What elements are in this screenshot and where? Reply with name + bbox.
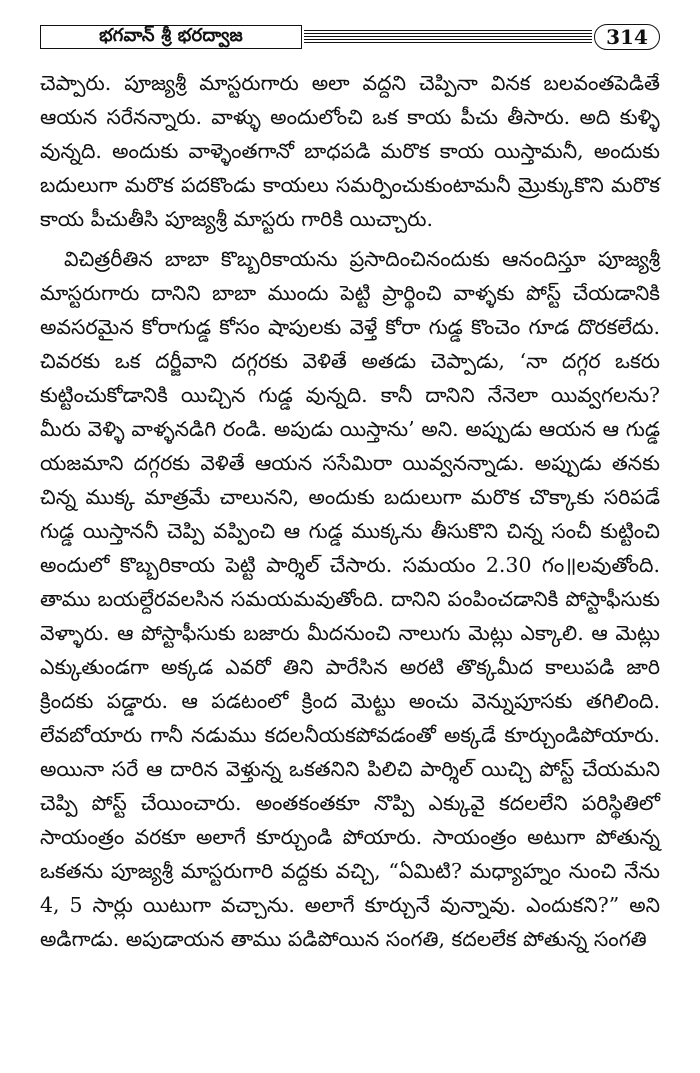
page-number: 314 [594, 24, 660, 50]
paragraph: చెప్పారు. పూజ్యశ్రీ మాస్టరుగారు అలా వద్దని చెప్పినా వినక బలవంతపెడితే ఆయన సరేనన్నారు. వాళ్ళు అందులోంచి ఒక కాయ పీచు తీసారు. అది కుళ్ళి వున్నది. అందుకు వాళ్ళెంతగానో బాధపడి మరొక కాయ యిస్తామనీ, అందుకు బదులుగా మరొక పదకొండు కాయలు సమర్పించుకుంటామనీ మ్రొక్కుకొని మరొక కాయ పీచుతీసి పూజ్యశ్రీ మాస్టరు గారికి యిచ్చారు. [40, 71, 660, 231]
paragraph: విచిత్రరీతిన బాబా కొబ్బరికాయను ప్రసాదించినందుకు ఆనందిస్తూ పూజ్యశ్రీ మాస్టరుగారు దానిని బాబా ముందు పెట్టి ప్రార్థించి వాళ్ళకు పోస్ట్ చేయడానికి అవసరమైన కోరాగుడ్డ కోసం షాపులకు వెళ్తే కోరా గుడ్డ కొంచెం గూడ దొరకలేదు. చివరకు ఒక దర్జీవాని దగ్గరకు వెళితే అతడు చెప్పాడు, ‘నా దగ్గర ఒకరు కుట్టించుకోడానికి యిచ్చిన గుడ్డ వున్నది. కానీ దానిని నేనెలా యివ్వగలను? మీరు వెళ్ళి వాళ్ళనడిగి రండి. అపుడు యిస్తాను’ అని. అప్పుడు ఆయన ఆ గుడ్డ యజమాని దగ్గరకు వెళితే ఆయన ససేమిరా యివ్వనన్నాడు. అప్పుడు తనకు చిన్న ముక్క మాత్రమే చాలునని, అందుకు బదులుగా మరొక చొక్కాకు సరిపడే గుడ్డ యిస్తాననీ చెప్పి వప్పించి ఆ గుడ్డ ముక్కను తీసుకొని చిన్న సంచీ కుట్టించి అందులో కొబ్బరికాయ పెట్టి పార్శిల్ చేసారు. సమయం 2.30 గం॥లవుతోంది. తాము బయల్దేరవలసిన సమయమవుతోంది. దానిని పంపించడానికి పోస్టాఫీసుకు వెళ్ళారు. ఆ పోస్టాఫీసుకు బజారు మీదనుంచి నాలుగు మెట్లు ఎక్కాలి. ఆ మెట్లు ఎక్కుతుండగా అక్కడ ఎవరో తిని పారేసిన అరటి తొక్కమీద కాలుపడి జారి క్రిందకు పడ్డారు. ఆ పడటంలో క్రింద మెట్టు అంచు వెన్నుపూసకు తగిలింది. లేవబోయారు గానీ నడుము కదలనీయకపోవడంతో అక్కడే కూర్చుండిపోయారు. అయినా సరే ఆ దారిన వెళ్తున్న ఒకతనిని పిలిచి పార్శిల్ యిచ్చి పోస్ట్ చేయమని చెప్పి పోస్ట్ చేయించారు. అంతకంతకూ నొప్పి ఎక్కువై కదలలేని పరిస్థితిలో సాయంత్రం వరకూ అలాగే కూర్చుండి పోయారు. సాయంత్రం అటుగా పోతున్న ఒకతను పూజ్యశ్రీ మాస్టరుగారి వద్దకు వచ్చి, “ఏమిటి? మధ్యాహ్నం నుంచి నేను 4, 5 సార్లు యిటుగా వచ్చాను. అలాగే కూర్చునే వున్నావు. ఎందుకని?” అని అడిగాడు. అపుడాయన తాము పడిపోయిన సంగతి, కదలలేక పోతున్న సంగతి [40, 247, 660, 951]
running-title: భగవాన్ శ్రీ భరద్వాజ [40, 25, 302, 49]
running-header [40, 22, 660, 52]
header-rule-lines [304, 30, 592, 44]
body-text [40, 66, 660, 956]
